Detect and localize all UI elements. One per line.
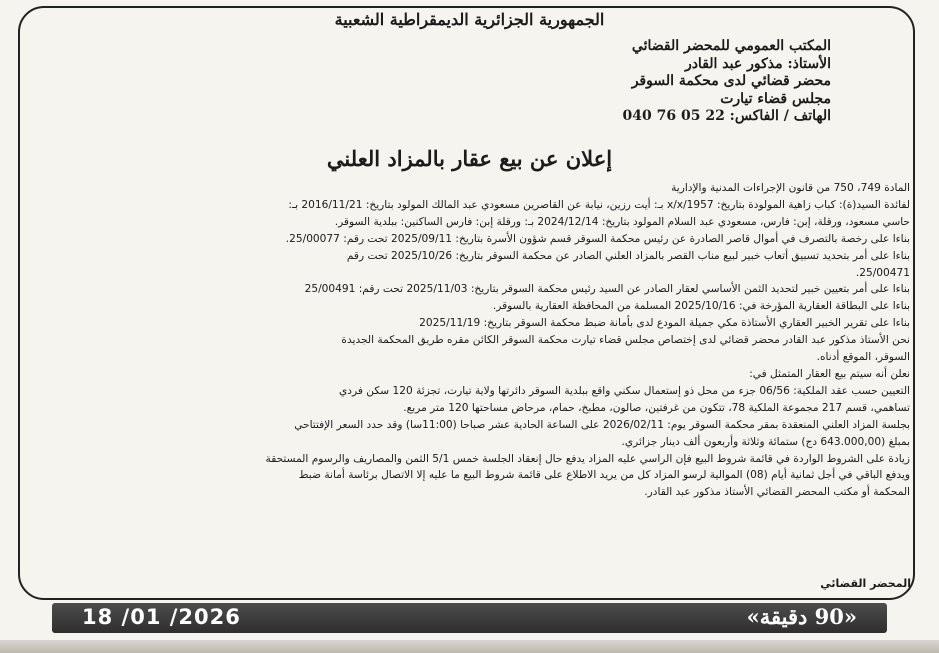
body-line: بناءا على البطاقة العقارية المؤرخة في: 2025/10/16 المسلمة من المحافظة العقارية بالسوقر.: [492, 300, 910, 313]
body-line: المادة 749، 750 من قانون الإجراءات المدنية والإدارية: [671, 182, 910, 194]
body-line: حاسي مسعود، ورقلة، إبن: فارس، مسعودي عبد السلام المولود بتاريخ: 2024/12/14 بـ: ورقلة إبن: فارس الساكنين: ببلدية السوقر.: [334, 215, 910, 228]
footer-bar: [52, 603, 887, 633]
office-line: محضر قضائي لدى محكمة السوقر: [631, 73, 831, 89]
body-line: 25/00471.: [855, 266, 910, 279]
scan-edge: [0, 640, 939, 653]
body-line: بناءا على تقرير الخبير العقاري الأستاذة مكي جميلة المودع لدى بأمانة ضبط محكمة السوقر بتاريخ: 2025/11/19: [419, 317, 910, 330]
newspaper-brand: «90 دقيقة»: [746, 604, 857, 629]
body-line: التعيين حسب عقد الملكية: 06/56 جزء من محل ذو إستعمال سكني واقع ببلدية السوقر دائرتها ولاية تيارت، تجزئة 120 سكن فردي: [339, 384, 910, 397]
body-line: السوقر، الموقع أدناه.: [816, 351, 910, 364]
office-line: الهاتف / الفاكس: 22 05 76 040: [622, 108, 831, 124]
body-line: المحكمة أو مكتب المحضر القضائي الأستاذ مذكور عبد القادر.: [644, 486, 910, 499]
body-line: زيادة على الشروط الواردة في قائمة شروط البيع فإن الراسي عليه المزاد يدفع حال إنعقاد الجلسة خمس 5/1 الثمن والمصاريف والرسوم المستحقة: [265, 452, 910, 465]
body-line: بجلسة المزاد العلني المنعقدة بمقر محكمة السوقر يوم: 2026/02/11 على الساعة الحادية عشر صباحا (11:00سا) وقد حدد السعر الإفتتاحي: [294, 418, 910, 431]
office-line: الأستاذ: مذكور عبد القادر: [684, 55, 831, 72]
body-line: تساهمي، قسم 217 مجموعة الملكية 78، تتكون من غرفتين، صالون، مطبخ، حمام، مرحاض مساحتها 120 متر مربع.: [403, 401, 910, 414]
body-line: بناءا على أمر بتحديد تسبيق أتعاب خبير لبيع مناب القصر بالمزاد العلني الصادر عن محكمة السوقر بتاريخ: 2025/10/26 تحت رقم: [346, 249, 910, 262]
office-line: المكتب العمومي للمحضر القضائي: [631, 38, 831, 54]
signature-label: المحضر القضائي: [820, 577, 911, 590]
body-line: نحن الأستاذ مذكور عبد القادر محضر قضائي لدى إختصاص مجلس قضاء تيارت محكمة السوقر الكائن مقره طريق المحكمة الجديدة: [341, 334, 910, 347]
publication-date: 18 /01 /2026: [82, 605, 241, 629]
body-line: بناءا على رخصة بالتصرف في أموال قاصر الصادرة عن رئيس محكمة السوقر قسم شؤون الأسرة بتاريخ: 2025/09/11 تحت رقم: 25/00077.: [285, 232, 910, 245]
body-line: لفائدة السيد(ة): كباب زاهية المولودة بتاريخ: 1957/x/x بـ: أيت رزين، نيابة عن القاصرين مسعودي عبد المالك المولود بتاريخ: 2016/11/21 بـ:: [288, 198, 910, 211]
notice-title: إعلان عن بيع عقار بالمزاد العلني: [326, 146, 613, 171]
office-details: [411, 38, 831, 126]
body-line: ويدفع الباقي في أجل ثمانية أيام (08) الموالية لرسو المزاد كل من يريد الاطلاع على قائمة شروط البيع ما عليه إلا الاتصال برئاسة أمانة ضبط: [298, 469, 910, 482]
body-line: نعلن أنه سيتم بيع العقار المتمثل في:: [749, 367, 910, 380]
notice-body: [30, 180, 910, 501]
republic-heading: الجمهورية الجزائرية الديمقراطية الشعبية: [334, 10, 605, 29]
office-line: مجلس قضاء تيارت: [720, 90, 831, 107]
body-line: بناءا على أمر بتعيين خبير لتحديد الثمن الأساسي لعقار الصادر عن السيد رئيس محكمة السوقر بتاريخ: 2025/11/03 تحت رقم: 25/00491: [304, 283, 910, 296]
body-line: بمبلغ (643.000,00 دج) ستمائة وثلاثة وأربعون ألف دينار جزائري.: [621, 435, 910, 448]
